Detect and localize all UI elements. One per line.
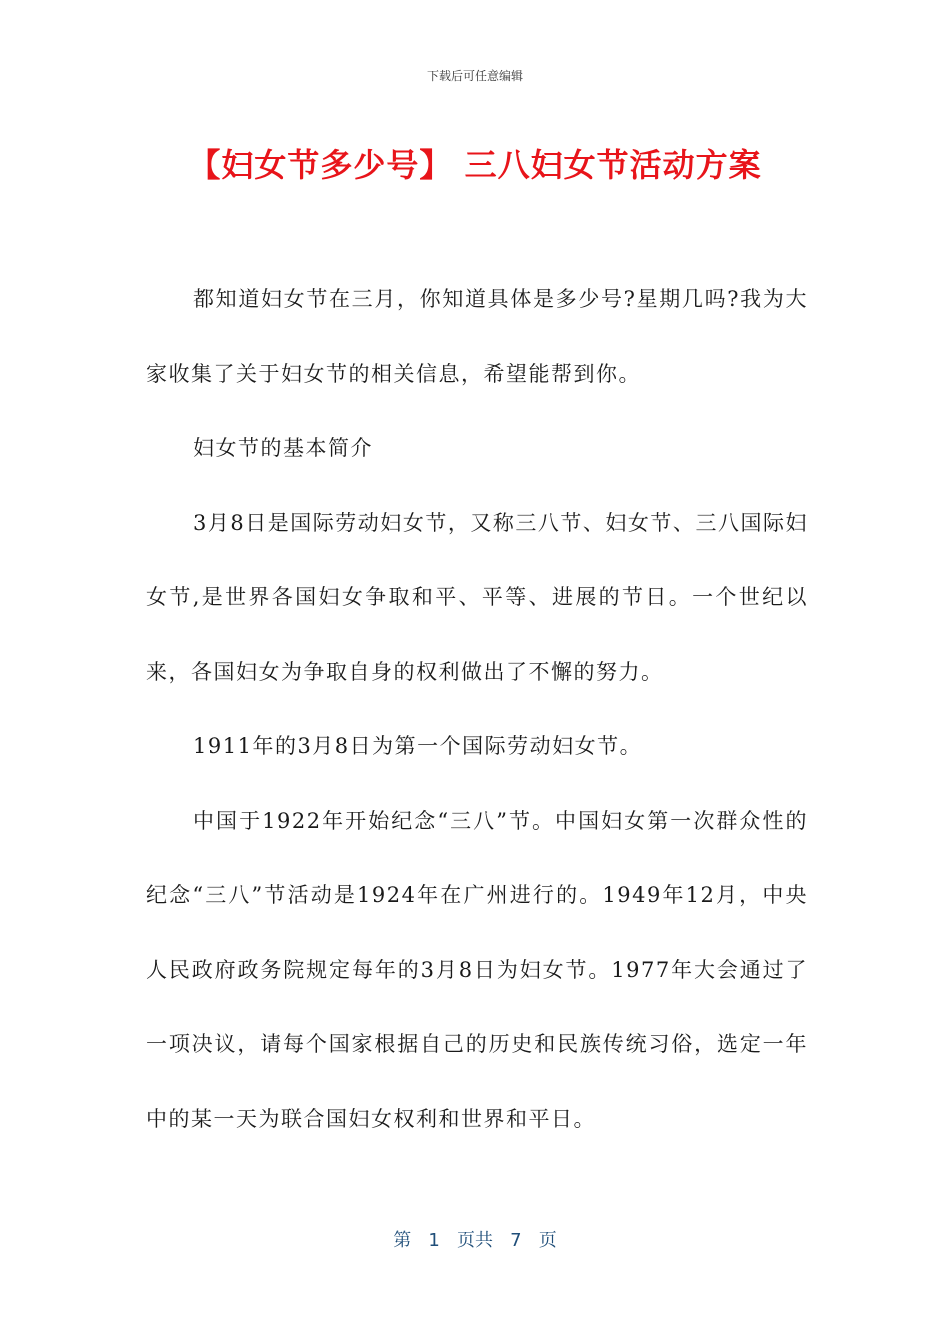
footer-total-pages: 7 [510,1230,522,1251]
document-body [146,262,808,1156]
paragraph-intro: 都知道妇女节在三月，你知道具体是多少号?星期几吗?我为大家收集了关于妇女节的相关信息，希望能帮到你。 [146,287,808,386]
document-title: 【妇女节多少号】 三八妇女节活动方案 [188,146,762,184]
header-note: 下载后可任意编辑 [426,69,523,83]
footer-suffix: 页 [538,1230,557,1251]
paragraph-definition: 3月8日是国际劳动妇女节，又称三八节、妇女节、三八国际妇女节,是世界各国妇女争取和平、平等、进展的节日。一个世纪以来，各国妇女为争取自身的权利做出了不懈的努力。 [146,510,808,684]
footer-prefix: 第 [393,1230,412,1251]
page-footer [0,1226,950,1252]
paragraph-first-festival: 1911年的3月8日为第一个国际劳动妇女节。 [193,734,643,758]
footer-middle: 页共 [457,1230,493,1251]
footer-current-page: 1 [428,1230,440,1251]
section-heading: 妇女节的基本简介 [193,436,373,460]
paragraph-china-history: 中国于1922年开始纪念“三八”节。中国妇女第一次群众性的纪念“三八”节活动是1924年在广州进行的。1949年12月，中央人民政府政务院规定每年的3月8日为妇女节。1977年大会通过了一项决议，请每个国家根据自己的历史和民族传统习俗，选定一年中的某一天为联合国妇女权利和世界和平日。 [146,808,808,1131]
